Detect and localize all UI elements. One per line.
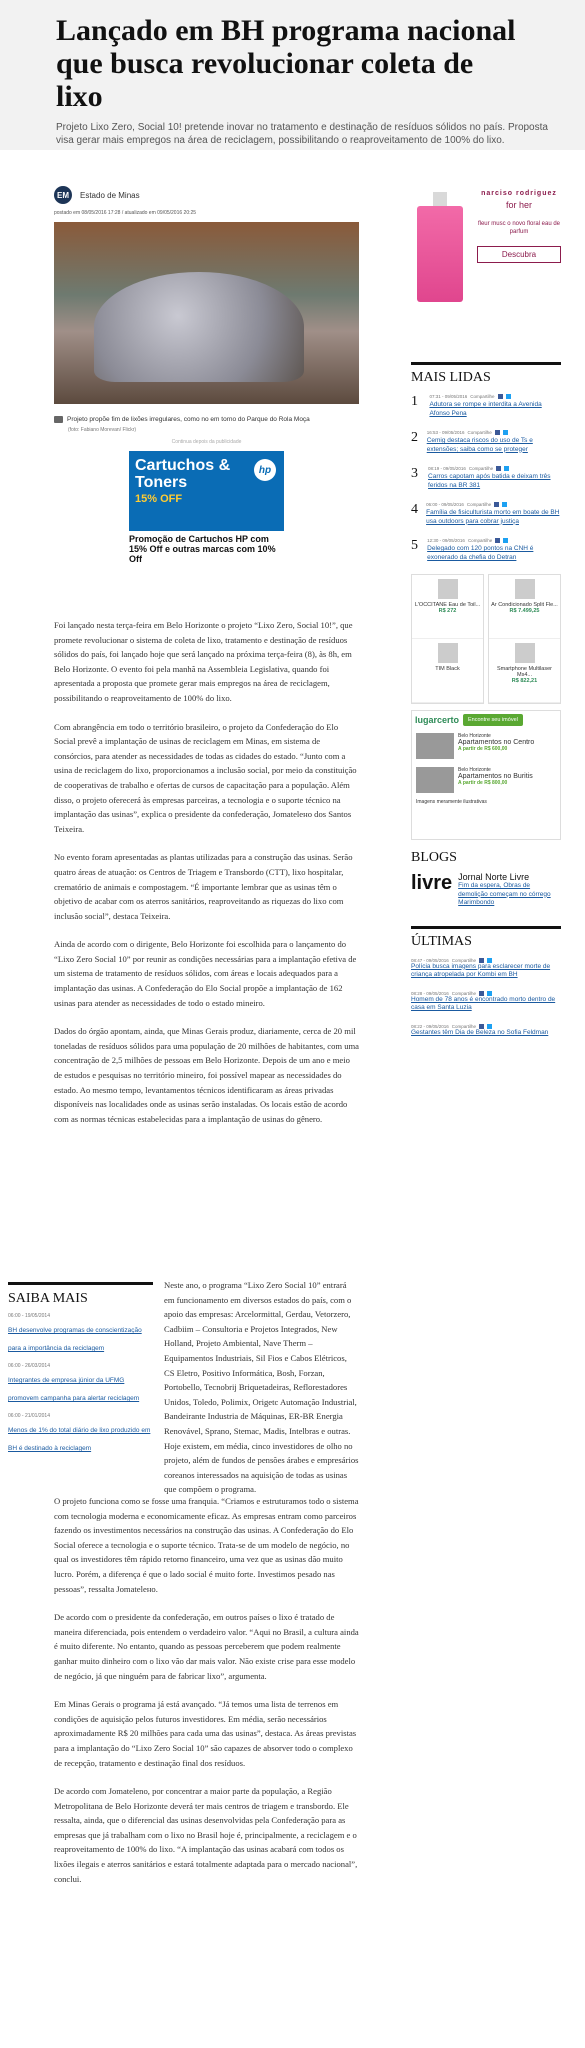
blog-name[interactable]: Jornal Norte Livre bbox=[458, 872, 530, 882]
product-card[interactable] bbox=[489, 639, 560, 703]
inline-ad[interactable] bbox=[129, 451, 284, 581]
article-photo[interactable] bbox=[54, 222, 359, 404]
perfume-brand: narciso rodriguez bbox=[481, 190, 557, 197]
mais-lidas-item bbox=[411, 538, 561, 562]
article-header bbox=[0, 0, 585, 150]
twitter-icon[interactable] bbox=[487, 1024, 492, 1029]
product-image bbox=[438, 579, 458, 599]
facebook-icon[interactable] bbox=[494, 502, 499, 507]
share-label: Compartilhe bbox=[468, 466, 494, 471]
mais-lidas-title: MAIS LIDAS bbox=[411, 362, 561, 386]
perfume-line: for her bbox=[505, 200, 532, 210]
facebook-icon[interactable] bbox=[479, 1024, 484, 1029]
saiba-mais-item bbox=[8, 1363, 153, 1405]
descubra-button[interactable]: Descubra bbox=[477, 246, 561, 263]
paragraph: Com abrangência em todo o território brasileiro, o projeto da Confederação do Elo Social prevê a implantação de usinas de reciclagem em Minas, em sistema de consórcios, para atender as necessidades de todas as cidades do estado. “Junto com a usina de reciclagem do lixo, proporcionamos a inclusão social, por meio da constituição de cooperativas de trabalho e ofertas de cursos de capacitação para a população. Além disso, o projeto oferecerá às empresas parceiras, a tecnologia e o suporte técnico na implantação das usinas”, explica o presidente da confederação, Jomatelено dos Santos Teixeira. bbox=[54, 721, 357, 834]
paragraph: De acordo com Jomateleno, por concentrar a maior parte da população, a Região Metropolitana de Belo Horizonte deverá ter mais centros de triagem e transbordo. Ele ressalta, ainda, que o diferencial das usinas desenvolvidas pela Confederação para as empresas que já trabalham com o lixo no Brasil hoje é, principalmente, a reciclagem e o reaproveitamento de 100% do lixo. “A implantação das usinas acabará com todos os lixões ilegais e aterros sanitários e estará totalmente adaptada para o mercado nacional”, conclui. bbox=[54, 1786, 358, 1884]
listing[interactable] bbox=[412, 763, 560, 797]
mais-lidas-link[interactable]: Família de fisiculturista morto em boate de BH usa outdoors para cobrar justiça bbox=[426, 509, 560, 525]
product-card[interactable] bbox=[412, 639, 483, 703]
paragraph: Foi lançado nesta terça-feira em Belo Horizonte o projeto “Lixo Zero, Social 10!”, que promete revolucionar o sistema de coleta de lixo, tratamento e destinação de resíduos sólidos do país, foi lançado hoje que será lançado na próxima terça-feira (8), às 8h, em Belo Horizonte. O evento foi pela manhã na Assembleia Legislativa, quando foi apresentada a proposta que promete gerar mais empregos na área de reciclagem, possibilitando o reaproveitamento de 100% do lixo. bbox=[54, 620, 353, 703]
share-label: Compartilhe bbox=[451, 990, 477, 996]
product-name: L'OCCITANE Eau de Toil... bbox=[414, 602, 481, 608]
source-logo[interactable]: EM bbox=[54, 186, 72, 204]
product-name: TIM Black bbox=[435, 666, 460, 672]
listing-price: A partir de R$ 600,00 bbox=[458, 746, 508, 752]
facebook-icon[interactable] bbox=[496, 466, 501, 471]
paragraph: No evento foram apresentadas as plantas utilizadas para a construção das usinas. Serão quatro áreas de atuação: os Centros de Triagem e Transbordo (CTT), lixo hospitalar, crematório de animais e compostagem. “É importante lembrar que as usinas têm o objetivo de acabar com os aterros sanitários, reaproveitando as riquezas do lixo com inclusão social”, destaca Teixeira. bbox=[54, 852, 353, 921]
item-date: 12:30 - 09/05/2016 bbox=[427, 538, 465, 543]
source-name: Estado de Minas bbox=[80, 190, 140, 200]
product-name: Ar Condicionado Split Fle... bbox=[491, 602, 558, 608]
publish-dates: postado em 08/05/2016 17:28 / atualizado em 09/05/2016 20:25 bbox=[54, 210, 197, 216]
mais-lidas bbox=[411, 362, 561, 562]
listing-price: A partir de R$ 800,00 bbox=[458, 780, 508, 786]
product-card[interactable] bbox=[489, 575, 560, 639]
product-image bbox=[438, 643, 458, 663]
ultimas-item bbox=[411, 1024, 561, 1038]
ultimas-item bbox=[411, 958, 561, 980]
rank-number: 5 bbox=[411, 538, 418, 553]
share-label: Compartilhe bbox=[451, 1023, 477, 1029]
share-label: Compartilhe bbox=[451, 957, 477, 963]
byline bbox=[54, 186, 359, 204]
item-date: 08:28 - 09/05/2016 bbox=[411, 990, 449, 996]
article-body-side bbox=[164, 1278, 359, 1511]
shopping-ad[interactable] bbox=[411, 574, 561, 704]
item-date: 07:31 - 09/05/2016 bbox=[429, 394, 468, 399]
ad-text[interactable]: Promoção de Cartuchos HP com 15% Off e outras marcas com 10% Off bbox=[129, 534, 276, 564]
twitter-icon[interactable] bbox=[503, 538, 508, 543]
product-price: R$ 822,21 bbox=[511, 678, 538, 684]
saiba-mais-date: 06:00 - 21/01/2014 bbox=[8, 1413, 50, 1419]
product-price: R$ 7.499,25 bbox=[509, 608, 540, 614]
saiba-mais-date: 06:00 - 19/05/2014 bbox=[8, 1313, 50, 1319]
twitter-icon[interactable] bbox=[503, 430, 508, 435]
saiba-mais-link[interactable]: Menos de 1% do total diário de lixo produzido em BH é destinado à reciclagem bbox=[8, 1427, 151, 1452]
real-estate-ad[interactable] bbox=[411, 710, 561, 840]
sidebar bbox=[411, 186, 561, 1048]
caption-text: Projeto propõe fim de lixões irregulares, como no em torno do Parque do Rola Moça bbox=[67, 416, 310, 423]
share-label: Compartilhe bbox=[466, 502, 492, 507]
paragraph: Neste ano, o programa “Lixo Zero Social 10” entrará em funcionamento em diversos estados do país, com o apoio das empresas: Arcelormittal, Gerdau, Vetorzero, Cadbiim – Consultoria e Projetos Integrados, New Holland, Projeto Ambiental, Nave Therm – Equipamentos Industriais, Sil Fios e Cabos Elétricos, CS Eletro, Positivo Informática, Bosh, Forzan, Portobello, Tecnobrij Briquetadeiras, Reflorestadores Unidos, Toledo, Polimix, Origetc Automação Industrial, Bandeirante Industria de Máquinas, ER-BR Energia Renovável, Sprano, Stemac, Madis, Intelbras e outras. Hoje existem, em média, cinco investidores de olho no projeto, além de fundos de pensões árabes e empresários coreanos interessados na aquisição de todas as usinas que compõem o programa. bbox=[164, 1280, 359, 1495]
saiba-mais-title: SAIBA MAIS bbox=[8, 1291, 88, 1306]
blog-item[interactable] bbox=[411, 872, 561, 908]
saiba-mais-item bbox=[8, 1313, 153, 1355]
mais-lidas-link[interactable]: Delegado com 120 pontos na CNH é exonerado da chefia do Detran bbox=[427, 545, 534, 561]
paragraph: De acordo com o presidente da confederação, em outros países o lixo é tratado de maneira diferenciada, pois entendem o verdadeiro valor. “Aqui no Brasil, a cultura ainda é muito diferente. No entanto, quando as pessoas perceberem que podem realmente ganhar muito dinheiro com o lixo vão dar mais valor. Não existe crise para esse modelo de negócio, já que ninguém para de fabricar lixo”, argumenta. bbox=[54, 1612, 359, 1681]
ultimas-link[interactable]: Polícia busca imagens para esclarecer morte de criança atropelada por Kombi em BH bbox=[411, 962, 551, 978]
article-top bbox=[54, 186, 359, 581]
perfume-bottle-image bbox=[411, 186, 471, 306]
ad-banner-title: Cartuchos & Toners bbox=[135, 457, 231, 491]
product-price: R$ 272 bbox=[438, 608, 457, 614]
perfume-desc: fleur musc o novo floral eau de parfum bbox=[477, 221, 561, 235]
listing-image bbox=[416, 733, 454, 759]
item-date: 06:00 - 09/05/2016 bbox=[426, 502, 464, 507]
item-date: 08:47 - 09/05/2016 bbox=[411, 957, 449, 963]
facebook-icon[interactable] bbox=[495, 430, 500, 435]
saiba-mais-date: 06:00 - 26/03/2014 bbox=[8, 1363, 50, 1369]
product-image bbox=[515, 643, 535, 663]
mais-lidas-item bbox=[411, 502, 561, 526]
twitter-icon[interactable] bbox=[502, 502, 507, 507]
ad-note: Continua depois da publicidade bbox=[171, 439, 242, 445]
saiba-mais-link[interactable]: Integrantes de empresa júnior da UFMG promovem campanha para alertar reciclagem bbox=[8, 1377, 140, 1402]
ultimas-item bbox=[411, 991, 561, 1013]
share-label: Compartilhe bbox=[467, 430, 492, 435]
mais-lidas-link[interactable]: Adutora se rompe e interdita a Avenida Afonso Pena bbox=[429, 401, 542, 417]
blog-logo: livre bbox=[411, 872, 453, 894]
product-image bbox=[515, 579, 535, 599]
twitter-icon[interactable] bbox=[487, 991, 492, 996]
ad-banner[interactable] bbox=[129, 451, 284, 531]
share-label: Compartilhe bbox=[467, 538, 493, 543]
listing-title: Apartamentos no Centro bbox=[458, 738, 535, 746]
photo-credit: (foto: Fabiano Morevan/ Flickr) bbox=[68, 427, 137, 433]
mais-lidas-link[interactable]: Cemig destaca riscos do uso de Ts e extensões; saiba como se proteger bbox=[426, 437, 533, 453]
facebook-icon[interactable] bbox=[495, 538, 500, 543]
ultimas bbox=[411, 926, 561, 1038]
product-name: Smartphone Multilaser Ms4... bbox=[496, 666, 553, 678]
blog-link[interactable]: Fim da espera, Obras de demolição começam no córrego Marimbondo bbox=[458, 882, 551, 906]
item-date: 16:53 - 09/05/2016 bbox=[426, 430, 465, 435]
rank-number: 1 bbox=[411, 394, 418, 409]
paragraph: Em Minas Gerais o programa já está avançado. “Já temos uma lista de terrenos em condições de aquisição pelos futuros investidores. Em média, serão necessários aproximadamente R$ 20 milhões para cada uma das usinas”, destaca. As áreas previstas para a implantação do “Lixo Zero Social 10” são capazes de absorver todo o complexo de recepção, tratamento e destinação final dos resíduos. bbox=[54, 1699, 357, 1768]
item-date: 08:19 - 09/05/2016 bbox=[428, 466, 466, 471]
product-card[interactable] bbox=[412, 575, 483, 639]
listing[interactable] bbox=[412, 729, 560, 763]
mais-lidas-item bbox=[411, 466, 561, 490]
listing-city: Belo Horizonte bbox=[458, 767, 491, 773]
photo-caption bbox=[54, 416, 359, 423]
garbage-heap-illustration bbox=[94, 272, 304, 382]
hp-logo-icon: hp bbox=[254, 459, 276, 481]
article-body-top bbox=[54, 618, 359, 1140]
ad-footer: Imagens meramente ilustrativas bbox=[416, 799, 487, 805]
ultimas-title: ÚLTIMAS bbox=[411, 926, 561, 950]
twitter-icon[interactable] bbox=[506, 394, 511, 399]
listing-title: Apartamentos no Buritis bbox=[458, 772, 533, 780]
paragraph: Ainda de acordo com o dirigente, Belo Horizonte foi escolhida para o lançamento do “Lixo Zero Social 10” por reunir as condições necessárias para a implantação efetiva de um sistema de tratamento de resíduos sólidos, com áreas e locais adequados para a implantação das usinas. A Confederação do Elo Social propõe a implantação de 162 usinas para atender as necessidades de todo o estado mineiro. bbox=[54, 939, 357, 1008]
share-label: Compartilhe bbox=[470, 394, 495, 399]
item-date: 08:22 - 09/05/2016 bbox=[411, 1023, 449, 1029]
ultimas-link[interactable]: Homem de 78 anos é encontrado morto dentro de casa em Santa Luzia bbox=[411, 995, 556, 1011]
facebook-icon[interactable] bbox=[479, 958, 484, 963]
lugarcerto-logo: lugarcerto bbox=[415, 715, 460, 725]
perfume-ad[interactable] bbox=[411, 186, 561, 318]
mais-lidas-link[interactable]: Carros capotam após batida e deixam três feridos na BR 381 bbox=[428, 473, 551, 489]
mais-lidas-item bbox=[411, 394, 561, 418]
ultimas-link[interactable]: Gestantes têm Dia de Beleza no Sofia Feldman bbox=[411, 1028, 549, 1036]
subhead: Projeto Lixo Zero, Social 10! pretende inovar no tratamento e destinação de resíduos sólidos no país. Proposta visa gerar mais empregos na área de reciclagem, possibilitando o reaproveitamento de 100% do lixo. bbox=[56, 122, 548, 146]
twitter-icon[interactable] bbox=[504, 466, 509, 471]
camera-icon bbox=[54, 416, 63, 423]
paragraph: Dados do órgão apontam, ainda, que Minas Gerais produz, diariamente, cerca de 20 mil toneladas de resíduos sólidos para uma população de 20 milhões de habitantes, com uma concentração de 2,5 milhões de pessoas em Belo Horizonte. Depois de um ano e meio de estudos e pesquisas no território mineiro, foi possível mapear as necessidades do estado. Ao mesmo tempo, levantamentos técnicos identificaram as áreas privadas disponíveis nas localidades onde as usinas serão instaladas. Os locais estão de acordo com as normas técnicas estabelecidas para a implantação de usinas do gênero. bbox=[54, 1026, 359, 1124]
saiba-mais-item bbox=[8, 1413, 153, 1455]
listing-city: Belo Horizonte bbox=[458, 733, 491, 739]
listing-image bbox=[416, 767, 454, 793]
rank-number: 2 bbox=[411, 430, 418, 445]
paragraph: O projeto funciona como se fosse uma franquia. “Criamos e estruturamos todo o sistema com tecnologia moderna e economicamente eficaz. As empresas entram como parceiros fazendo os investimentos necessários na construção das usinas. A Confederação do Elo Social oferece a tecnologia e o suporte técnico. Trata-se de um modelo de negócio, no qual os investidores têm rápido retorno financeiro, uma vez que as usinas dão muito lucro. Porém, a diferença é que o lado social é muito forte. Investimos pesado nas pessoas”, ressalta Jomatelено. bbox=[54, 1496, 359, 1594]
headline: Lançado em BH programa nacional que busca revolucionar coleta de lixo bbox=[56, 14, 516, 113]
blogs-title: BLOGS bbox=[411, 850, 457, 865]
find-property-button[interactable]: Encontre seu imóvel bbox=[463, 714, 523, 726]
rank-number: 3 bbox=[411, 466, 418, 481]
ad-banner-offer: 15% OFF bbox=[135, 493, 183, 505]
mais-lidas-item bbox=[411, 430, 561, 454]
twitter-icon[interactable] bbox=[487, 958, 492, 963]
facebook-icon[interactable] bbox=[479, 991, 484, 996]
article-body-bottom bbox=[54, 1494, 359, 1900]
facebook-icon[interactable] bbox=[498, 394, 503, 399]
saiba-mais-box bbox=[8, 1282, 153, 1463]
rank-number: 4 bbox=[411, 502, 418, 517]
saiba-mais-link[interactable]: BH desenvolve programas de conscientização para a importância da reciclagem bbox=[8, 1327, 142, 1352]
